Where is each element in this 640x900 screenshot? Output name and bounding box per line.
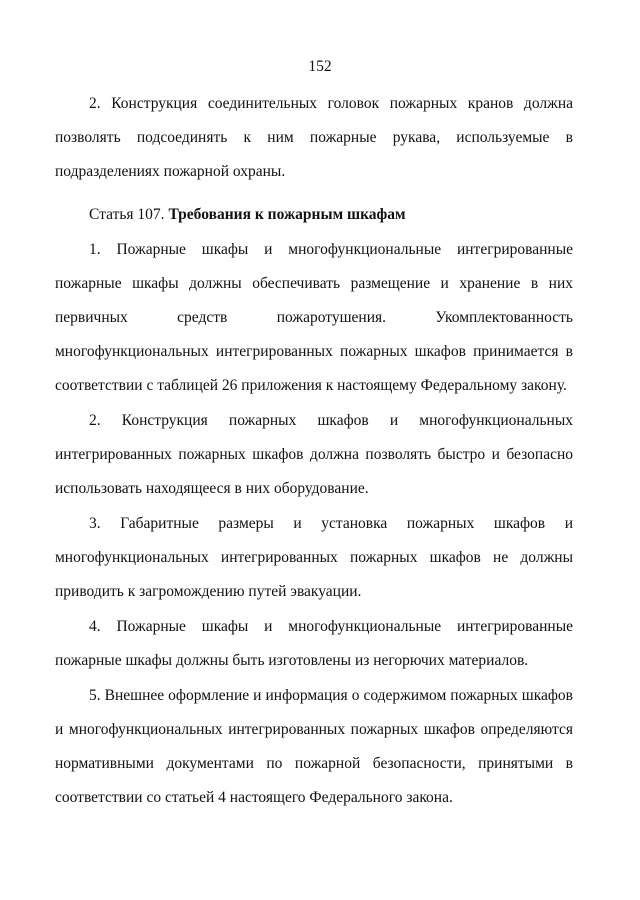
text-line: пожарные шкафы должны обеспечивать размещение и хранение в них [55,275,573,292]
page-number: 152 [308,58,332,75]
text-line: подразделениях пожарной охраны. [55,163,286,180]
text-line: нормативными документами по пожарной безопасности, принятыми в [55,755,573,772]
text-line: 2. Конструкция соединительных головок пожарных кранов должна [89,95,573,112]
text-line: 4. Пожарные шкафы и многофункциональные интегрированные [89,618,573,635]
text-line: позволять подсоединять к ним пожарные рукава, используемые в [55,129,573,146]
text-line: пожарные шкафы должны быть изготовлены из негорючих материалов. [55,652,529,669]
article-title: Требования к пожарным шкафам [168,206,406,223]
article-number: Статья 107. [89,206,169,223]
article-heading [89,205,573,225]
text-line: 2. Конструкция пожарных шкафов и многофункциональных [89,412,573,429]
text-line: первичных средств пожаротушения. Укомплектованность [55,309,573,326]
text-line: приводить к загромождению путей эвакуации. [55,583,362,600]
text-line: многофункциональных интегрированных пожарных шкафов принимается в [55,343,573,360]
text-line: 5. Внешнее оформление и информация о содержимом пожарных шкафов [89,687,573,704]
text-line: соответствии с таблицей 26 приложения к настоящему Федеральному закону. [55,377,567,394]
text-line: 1. Пожарные шкафы и многофункциональные интегрированные [89,241,573,258]
text-line: и многофункциональных интегрированных пожарных шкафов определяются [55,721,573,738]
text-line: использовать находящееся в них оборудование. [55,480,369,497]
text-line: соответствии со статьей 4 настоящего Федерального закона. [55,789,453,806]
text-line: многофункциональных интегрированных пожарных шкафов не должны [55,549,573,566]
text-line: интегрированных пожарных шкафов должна позволять быстро и безопасно [55,446,573,463]
text-line: 3. Габаритные размеры и установка пожарных шкафов и [89,515,573,532]
